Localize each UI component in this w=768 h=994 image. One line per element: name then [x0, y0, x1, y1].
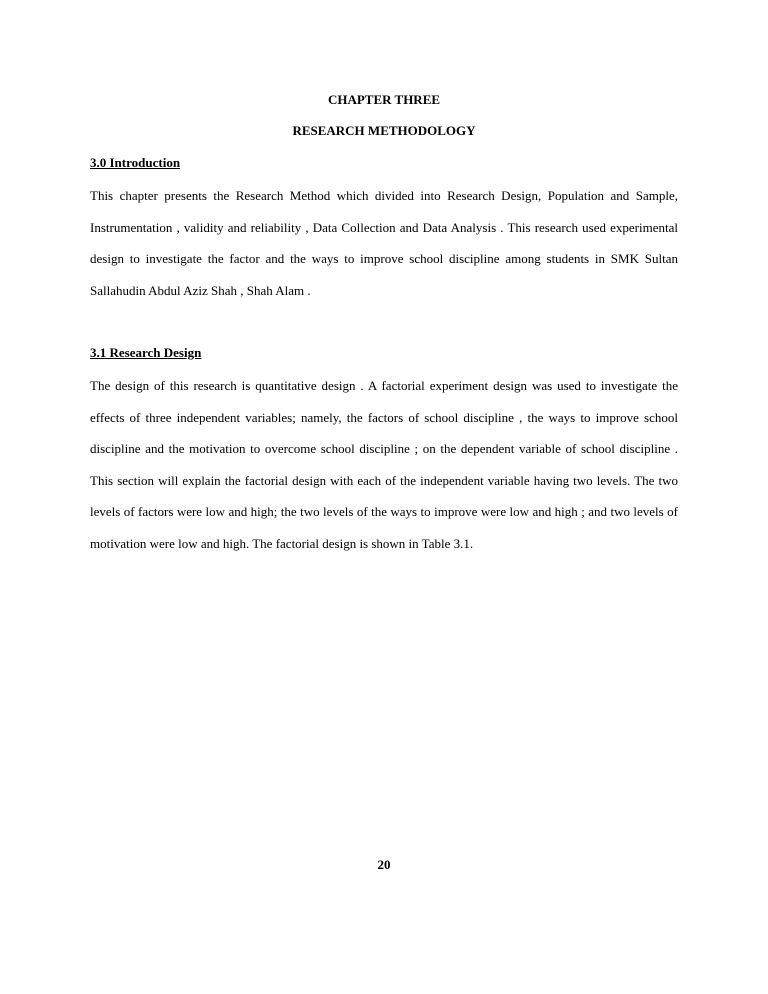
section-heading-introduction: 3.0 Introduction: [90, 155, 181, 170]
chapter-title: RESEARCH METHODOLOGY: [292, 123, 476, 138]
section-heading-research-design: 3.1 Research Design: [90, 345, 202, 360]
chapter-label: CHAPTER THREE: [327, 92, 441, 107]
page-number: 20: [377, 857, 391, 872]
section-text-research-design: The design of this research is quantitative design . A factorial experiment design was used to investigate the effects of three independent variables; namely, the factors of school discipline , the ways to improve school discipline and the motivation to overcome school discipline ; on the dependent variable of school discipline . This section will explain the factorial design with each of the independent variable having two levels. The two levels of factors were low and high; the two levels of the ways to improve were low and high ; and two levels of motivation were low and high. The factorial design is shown in Table 3.1.: [90, 378, 678, 551]
section-text-introduction: This chapter presents the Research Method which divided into Research Design, Population and Sample, Instrumentation , validity and reliability , Data Collection and Data Analysis . This research used experimental design to investigate the factor and the ways to improve school discipline among students in SMK Sultan Sallahudin Abdul Aziz Shah , Shah Alam .: [90, 188, 678, 298]
